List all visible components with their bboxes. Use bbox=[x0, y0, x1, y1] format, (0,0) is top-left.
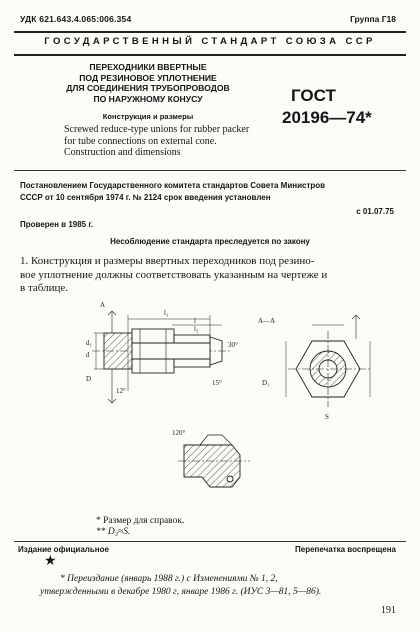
technical-drawing bbox=[82, 295, 382, 513]
dim-l2: l₂ bbox=[194, 325, 199, 333]
checked-year: Проверен в 1985 г. bbox=[20, 220, 94, 229]
footnote-reference-size: * Размер для справок. bbox=[96, 516, 185, 526]
dim-d1: d₁ bbox=[86, 339, 92, 347]
title-ru-line: ПОД РЕЗИНОВОЕ УПЛОТНЕНИЕ bbox=[79, 72, 217, 83]
dim-angle-120: 120° bbox=[172, 429, 186, 437]
dim-D: D bbox=[86, 375, 92, 383]
clause-line: вое уплотнение должны соответствовать указанным на чертеже и bbox=[20, 268, 328, 281]
section-label: А—А bbox=[258, 317, 276, 325]
side-view bbox=[92, 311, 232, 403]
header-top-rule bbox=[14, 31, 406, 33]
dim-l: l bbox=[194, 317, 196, 325]
title-ru-line: ДЛЯ СОЕДИНЕНИЯ ТРУБОПРОВОДОВ bbox=[66, 83, 230, 93]
reissue-line: * Переиздание (январь 1988 г.) с Изменениями № 1, 2, bbox=[60, 574, 278, 584]
decree-text bbox=[20, 180, 398, 203]
dim-d: d bbox=[86, 351, 90, 359]
dim-angle-30: 30° bbox=[228, 341, 238, 349]
legal-warning: Несоблюдение стандарта преследуется по закону bbox=[110, 237, 310, 246]
title-en-line: Construction and dimensions bbox=[64, 147, 181, 158]
clause-1 bbox=[20, 255, 402, 296]
subtitle-russian: Конструкция и размеры bbox=[102, 112, 194, 121]
title-en-line: Screwed reduce-type unions for rubber packer bbox=[64, 124, 250, 135]
title-english bbox=[64, 124, 274, 159]
title-ru-line: ПЕРЕХОДНИКИ ВВЕРТНЫЕ bbox=[89, 62, 207, 72]
clause-line: 1. Конструкция и размеры ввертных переходников под резино- bbox=[20, 255, 315, 267]
decree-line: Постановлением Государственного комитета стандартов Совета Министров bbox=[20, 181, 326, 190]
dim-l1: l₁ bbox=[164, 309, 169, 317]
reissue-line: утвержденными в декабре 1980 г, январе 1986 г. (ИУС 3—81, 5—86). bbox=[40, 587, 322, 597]
footnote-d3: ** D₃≈S. bbox=[96, 527, 131, 537]
effective-date: с 01.07.75 bbox=[356, 207, 394, 216]
udk-code: УДК 621.643.4.065:006.354 bbox=[20, 14, 132, 24]
title-ru-line: ПО НАРУЖНОМУ КОНУСУ bbox=[93, 93, 203, 104]
header-bottom-rule bbox=[14, 54, 406, 56]
title-bottom-rule bbox=[14, 170, 406, 171]
decree-line: СССР от 10 сентября 1974 г. № 2124 срок введения установлен bbox=[20, 192, 271, 202]
dim-angle-15: 15° bbox=[212, 379, 222, 387]
reprint-prohibited: Перепечатка воспрещена bbox=[295, 545, 396, 554]
star-icon: ★ bbox=[44, 553, 57, 569]
dim-angle-12: 12° bbox=[116, 387, 126, 395]
section-view bbox=[286, 315, 370, 407]
official-edition: Издание официальное bbox=[18, 545, 109, 554]
detail-view bbox=[178, 435, 250, 487]
page-number: 191 bbox=[381, 605, 396, 616]
state-standard-banner: ГОСУДАРСТВЕННЫЙ СТАНДАРТ СОЮЗА ССР bbox=[44, 36, 376, 47]
title-russian bbox=[28, 62, 268, 104]
gost-label: ГОСТ bbox=[291, 86, 336, 105]
gost-number: 20196—74* bbox=[282, 108, 372, 127]
reissue-note bbox=[40, 573, 410, 599]
footer-rule bbox=[14, 541, 406, 542]
clause-line: в таблице. bbox=[20, 282, 68, 294]
group-code: Группа Г18 bbox=[350, 14, 396, 24]
dim-D1: D₁ bbox=[262, 379, 270, 387]
dim-S: S bbox=[325, 413, 329, 421]
view-marker: А bbox=[100, 301, 106, 309]
title-en-line: for tube connections on external cone. bbox=[64, 135, 217, 147]
